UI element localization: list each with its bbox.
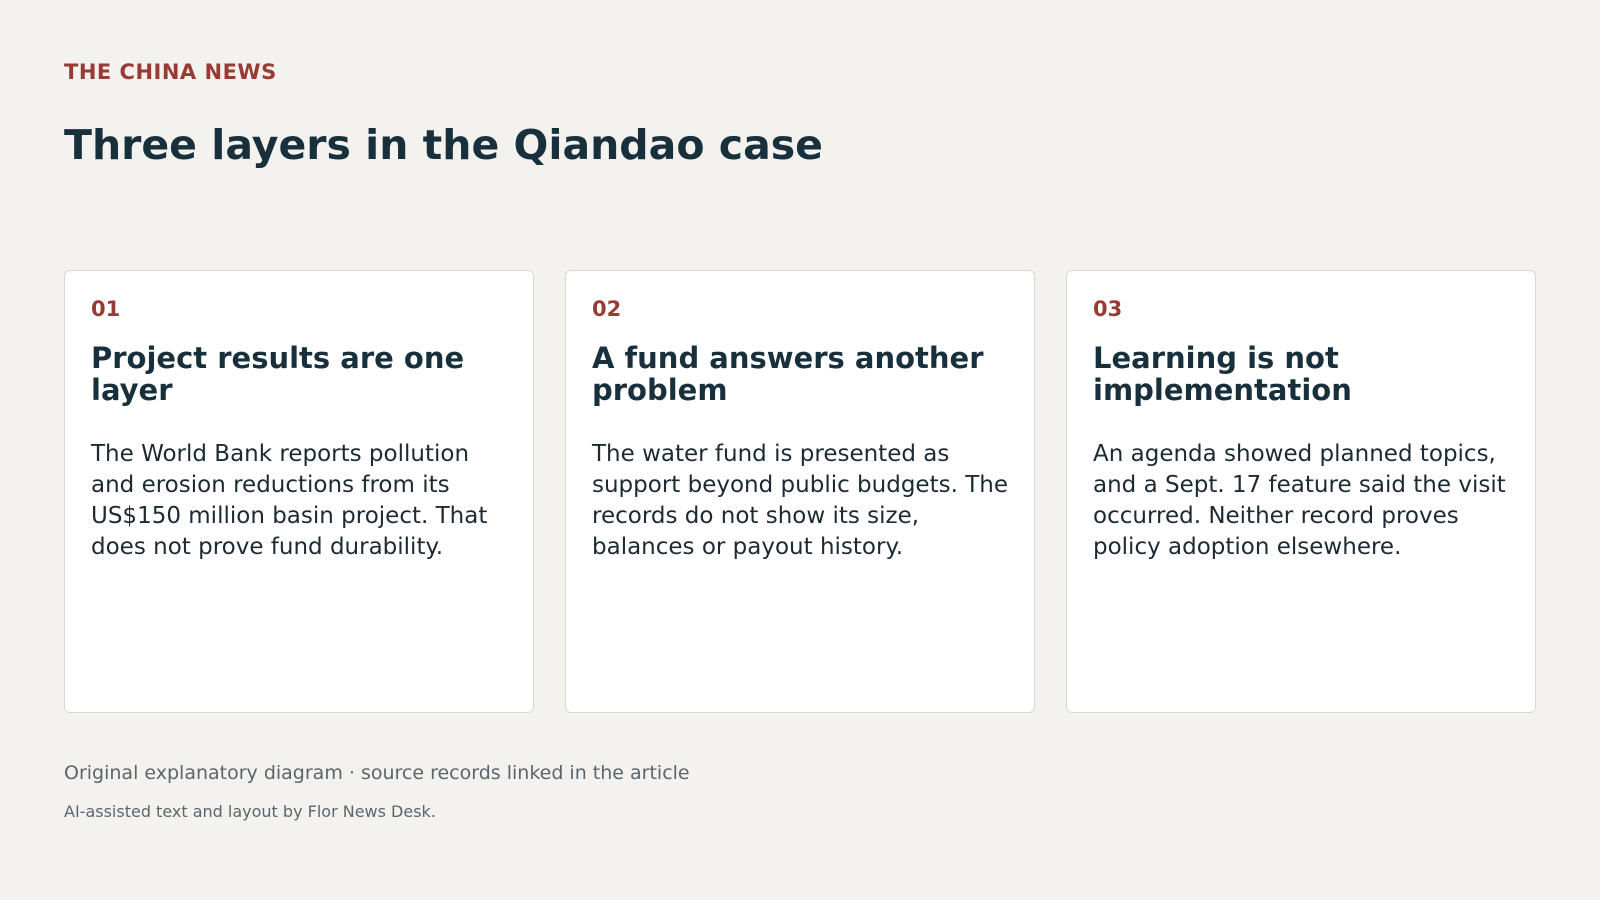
card-heading: A fund answers another problem xyxy=(592,341,984,407)
layer-card-3 xyxy=(1066,270,1536,713)
card-heading: Learning is not implementation xyxy=(1093,341,1352,407)
layer-card-1 xyxy=(64,270,534,713)
card-number: 02 xyxy=(592,297,622,321)
card-heading: Project results are one layer xyxy=(91,341,465,407)
diagram-credit: AI-assisted text and layout by Flor News Desk. xyxy=(64,802,436,821)
publication-name: THE CHINA NEWS xyxy=(64,60,277,84)
diagram-caption: Original explanatory diagram · source records linked in the article xyxy=(64,762,690,784)
card-body: The water fund is presented as support beyond public budgets. The records do not show its size, balances or payout history. xyxy=(592,441,1008,560)
layer-card-2 xyxy=(565,270,1035,713)
layer-cards xyxy=(64,270,1536,713)
diagram-title: Three layers in the Qiandao case xyxy=(64,121,823,169)
card-number: 01 xyxy=(91,297,121,321)
card-body: The World Bank reports pollution and erosion reductions from its US$150 million basin project. That does not prove fund durability. xyxy=(91,441,488,560)
card-body: An agenda showed planned topics, and a Sept. 17 feature said the visit occurred. Neither record proves policy adoption elsewhere. xyxy=(1093,441,1506,560)
card-number: 03 xyxy=(1093,297,1123,321)
